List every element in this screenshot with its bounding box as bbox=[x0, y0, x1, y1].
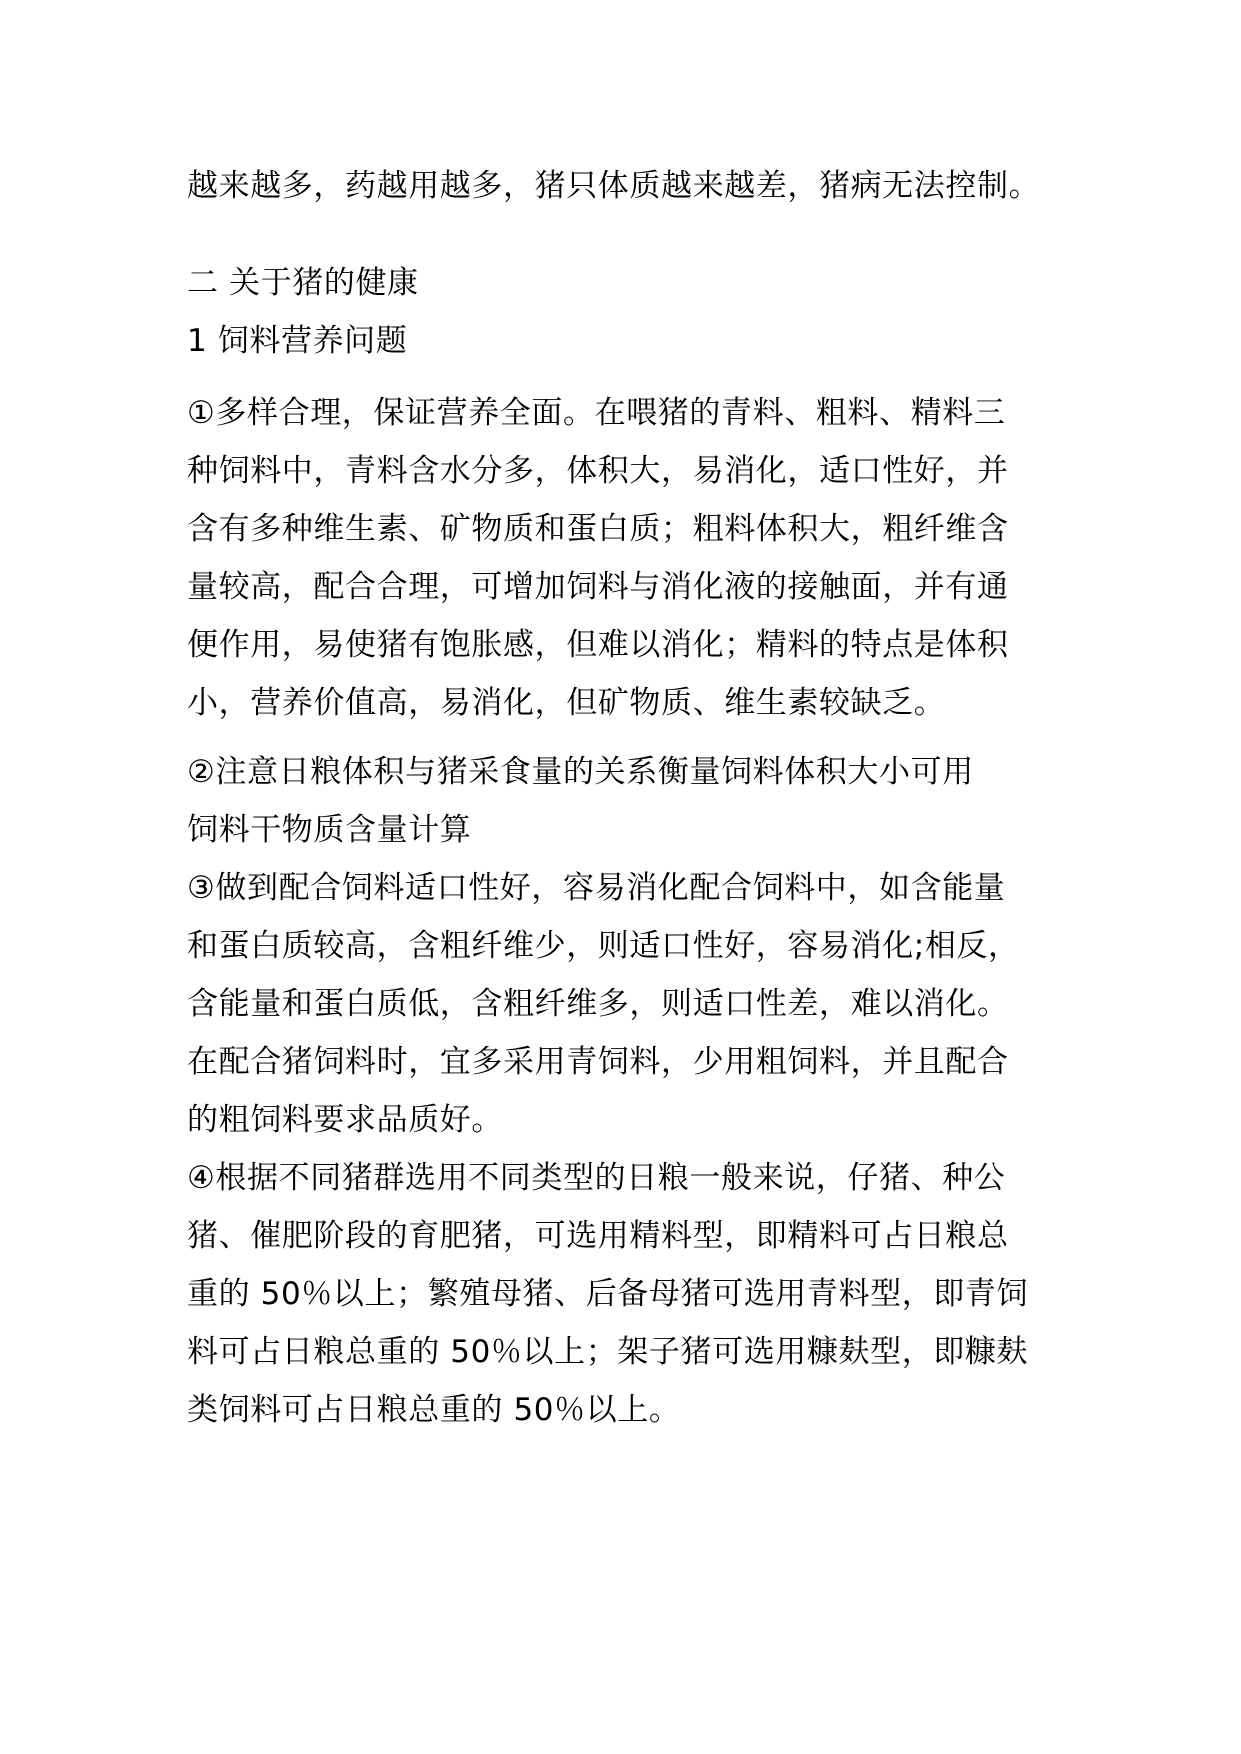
paragraph-2-line-2: 饲料干物质含量计算 bbox=[187, 812, 472, 848]
paragraph-3-line-2: 和蛋白质较高，含粗纤维少，则适口性好，容易消化;相反， bbox=[187, 928, 1020, 964]
text-line-continuation: 越来越多，药越用越多，猪只体质越来越差，猪病无法控制。 bbox=[187, 168, 1041, 204]
paragraph-3-line-5: 的粗饲料要求品质好。 bbox=[187, 1102, 503, 1138]
paragraph-2-line-1: ②注意日粮体积与猪采食量的关系衡量饲料体积大小可用 bbox=[187, 754, 974, 790]
paragraph-4-line-5: 类饲料可占日粮总重的 50％以上。 bbox=[187, 1392, 681, 1428]
subsection-heading: 1 饲料营养问题 bbox=[187, 323, 408, 359]
paragraph-3-line-3: 含能量和蛋白质低，含粗纤维多，则适口性差，难以消化。 bbox=[187, 986, 1009, 1022]
paragraph-1-line-3: 含有多种维生素、矿物质和蛋白质；粗料体积大，粗纤维含 bbox=[187, 511, 1009, 547]
paragraph-1-line-6: 小，营养价值高，易消化，但矿物质、维生素较缺乏。 bbox=[187, 685, 946, 721]
paragraph-4-line-4: 料可占日粮总重的 50％以上；架子猪可选用糠麸型，即糠麸 bbox=[187, 1334, 1029, 1370]
section-heading: 二 关于猪的健康 bbox=[187, 265, 419, 301]
paragraph-1-line-1: ①多样合理，保证营养全面。在喂猪的青料、粗料、精料三 bbox=[187, 395, 1006, 431]
paragraph-1-line-5: 便作用，易使猪有饱胀感，但难以消化；精料的特点是体积 bbox=[187, 627, 1009, 663]
paragraph-3-line-1: ③做到配合饲料适口性好，容易消化配合饲料中，如含能量 bbox=[187, 870, 1006, 906]
paragraph-4-line-3: 重的 50％以上；繁殖母猪、后备母猪可选用青料型，即青饲 bbox=[187, 1276, 1029, 1312]
paragraph-3-line-4: 在配合猪饲料时，宜多采用青饲料，少用粗饲料，并且配合 bbox=[187, 1044, 1009, 1080]
paragraph-1-line-2: 种饲料中，青料含水分多，体积大，易消化，适口性好，并 bbox=[187, 453, 1009, 489]
paragraph-1-line-4: 量较高，配合合理，可增加饲料与消化液的接触面，并有通 bbox=[187, 569, 1009, 605]
paragraph-4-line-1: ④根据不同猪群选用不同类型的日粮一般来说，仔猪、种公 bbox=[187, 1160, 1006, 1196]
paragraph-4-line-2: 猪、催肥阶段的育肥猪，可选用精料型，即精料可占日粮总 bbox=[187, 1218, 1009, 1254]
